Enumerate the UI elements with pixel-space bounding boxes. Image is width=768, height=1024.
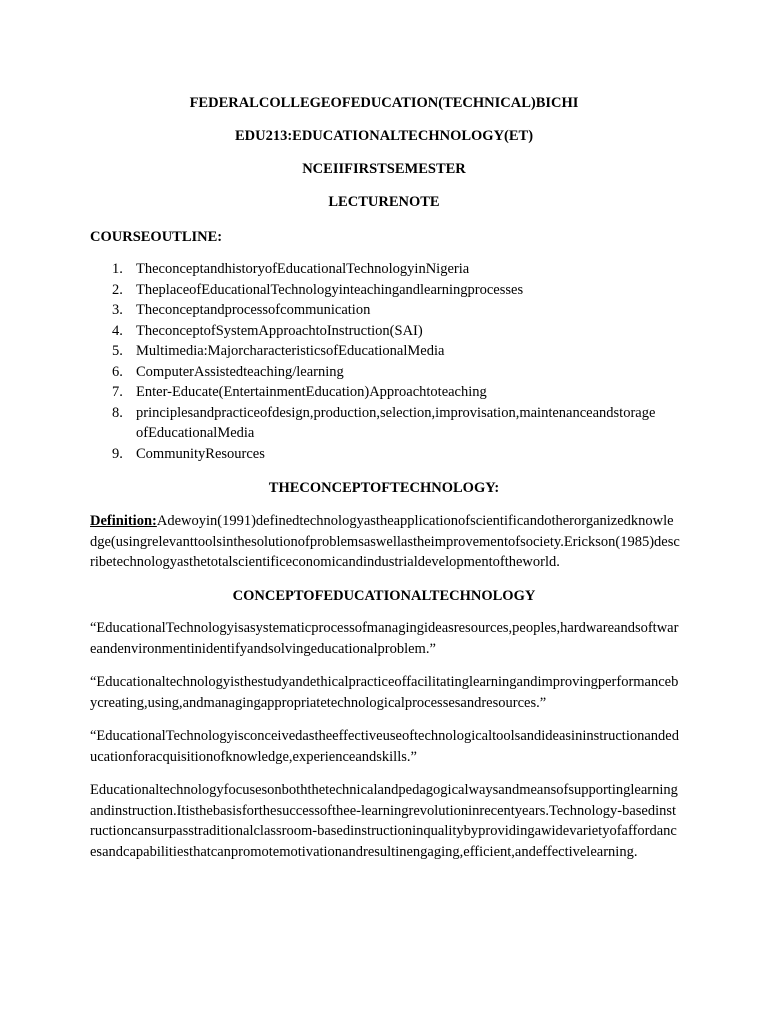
outline-item-text: Multimedia:MajorcharacteristicsofEducationalMedia xyxy=(136,343,445,359)
outline-item-text: Enter-Educate(EntertainmentEducation)Approachtoteaching xyxy=(136,384,487,400)
outline-item xyxy=(90,321,690,342)
outline-item-text: Theconceptandprocessofcommunication xyxy=(136,302,371,318)
edtech-quote-3: “EducationalTechnologyisconceivedastheeffectiveuseoftechnologicaltoolsandideasininstructionandeducationforacquisitionofknowledge,experienceandskills.” xyxy=(90,728,679,765)
course-outline-list xyxy=(90,259,690,464)
edtech-heading: CONCEPTOFEDUCATIONALTECHNOLOGY xyxy=(232,588,536,604)
institution-title: FEDERALCOLLEGEOFEDUCATION(TECHNICAL)BICHI xyxy=(189,95,579,111)
edtech-closing-paragraph: Educationaltechnologyfocusesonboththetechnicalandpedagogicalwaysandmeansofsupportinglearningandinstruction.Itisthebasisforthesuccessofthee-learningrevolutioninrecentyears.Technology-basedinstructioncansurpasstraditionalclassroom-basedinstructioninqualitybyprovidingawidevarietyofaffordancesandcapabilitiesthatcanpromotemotivationandresultinengaging,efficient,andeffectivelearning. xyxy=(90,782,678,860)
edtech-quote-1: “EducationalTechnologyisasystematicprocessofmanagingideasresources,peoples,hardwareandsoftwareandenvironmentinidentifyandsolvingeducationalproblem.” xyxy=(90,620,679,657)
outline-item xyxy=(90,382,690,403)
outline-item-number: 5. xyxy=(112,343,123,359)
technology-heading: THECONCEPTOFTECHNOLOGY: xyxy=(268,480,500,496)
outline-item-number: 1. xyxy=(112,261,123,277)
outline-item xyxy=(90,444,690,465)
outline-item-text: TheconceptandhistoryofEducationalTechnologyinNigeria xyxy=(136,261,470,277)
course-outline-heading: COURSEOUTLINE: xyxy=(90,229,223,245)
outline-item-text: principlesandpracticeofdesign,production,selection,improvisation,maintenanceandstorage ofEducationalMedia xyxy=(136,404,656,441)
outline-item-number: 9. xyxy=(112,445,123,462)
outline-item-text: ComputerAssistedteaching/learning xyxy=(136,363,344,380)
outline-item-number: 2. xyxy=(112,281,123,298)
outline-item xyxy=(90,259,690,280)
outline-item-text: TheconceptofSystemApproachtoInstruction(SAI) xyxy=(136,322,423,339)
definition-text: Adewoyin(1991)definedtechnologyastheapplicationofscientificandotherorganizedknowledge(usingrelevanttoolsinthesolutionofproblemsaswellastheimprovementofsociety.Erickson(1985)describetechnologyasthetotalscientificeconomicandindustrialdevelopmentoftheworld. xyxy=(90,513,680,570)
outline-item-number: 7. xyxy=(112,384,123,400)
lecture-note-title: LECTURENOTE xyxy=(328,194,440,210)
outline-item-text: CommunityResources xyxy=(136,445,265,462)
outline-item xyxy=(90,300,690,321)
definition-paragraph xyxy=(90,511,680,573)
outline-item-number: 6. xyxy=(112,363,123,380)
definition-label: Definition: xyxy=(90,513,157,529)
course-title: EDU213:EDUCATIONALTECHNOLOGY(ET) xyxy=(234,128,534,144)
semester-title: NCEIIFIRSTSEMESTER xyxy=(302,161,466,177)
outline-item xyxy=(90,362,690,383)
outline-item xyxy=(90,280,690,301)
outline-item-text: TheplaceofEducationalTechnologyinteachingandlearningprocesses xyxy=(136,281,524,298)
outline-item xyxy=(90,341,690,362)
outline-item xyxy=(90,403,690,444)
edtech-quote-2: “Educationaltechnologyisthestudyandethicalpracticeoffacilitatinglearningandimprovingperformancebycreating,using,andmanagingappropriatetechnologicalprocessesandresources.” xyxy=(90,674,679,711)
outline-item-number: 3. xyxy=(112,302,123,318)
outline-item-number: 8. xyxy=(112,404,123,421)
outline-item-number: 4. xyxy=(112,322,123,339)
